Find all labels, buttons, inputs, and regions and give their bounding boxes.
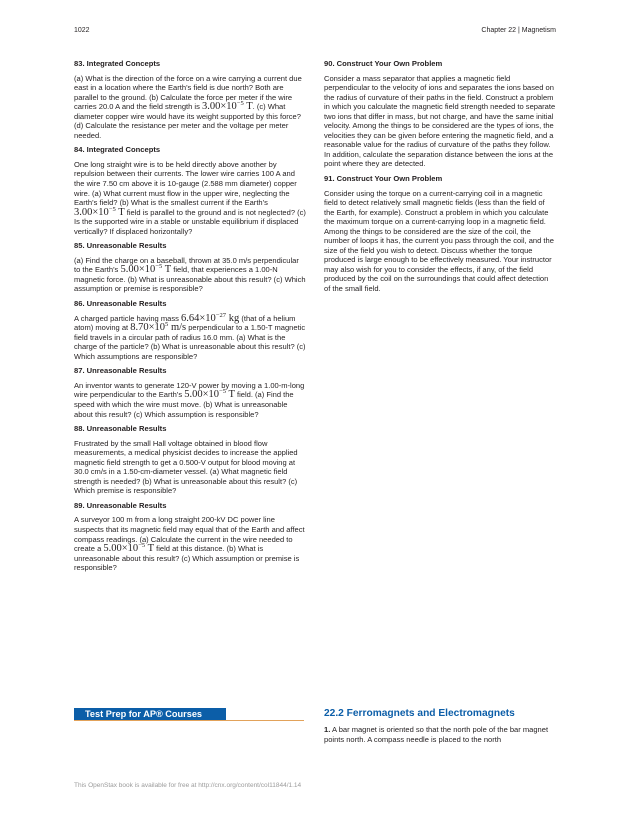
- exercise-title: 83. Integrated Concepts: [74, 59, 161, 68]
- exercise-title: 90. Construct Your Own Problem: [324, 59, 443, 68]
- math-expression: $3.00\times 10^{-5}$ T: [201, 100, 253, 113]
- exercise-86: [74, 299, 306, 361]
- exercise-85: [74, 241, 306, 294]
- question-text: 1. A bar magnet is oriented so that the north pole of the bar magnet points north. A compass needle is placed to the north: [324, 725, 549, 744]
- math-expression: $5.00\times 10^{-5}$ T: [184, 388, 235, 401]
- exercise-title: 84. Integrated Concepts: [74, 145, 161, 155]
- math-expression: $3.00\times 10^{-5}$ T: [74, 205, 125, 218]
- math-expression: $6.64\times 10^{-27}$ kg: [181, 311, 240, 324]
- math-expression: $5.00\times 10^{-5}$ T: [120, 263, 172, 276]
- left-column: [74, 59, 306, 578]
- question-number: 1.: [324, 725, 331, 734]
- exercise-text: Frustrated by the small Hall voltage obtained in blood flow measurements, a medical physicist decides to increase the applied magnetic field strength to get a 0.500-V output for blood moving at 30.0 cm/s in a 1.50-cm-diameter vessel. (a) What magnetic field strength is needed? (b) What is unreasonable about this result? (c) Which premise is responsible?: [74, 438, 298, 496]
- exercise-title: 91. Construct Your Own Problem: [324, 174, 443, 184]
- page-number: 1022: [74, 27, 90, 34]
- exercise-text: An inventor wants to generate 120-V power by moving a 1.00-m-long wire perpendicular to the Earth’s $5.00\times 10^{-5}$ T field. (a) Find the speed with which the wire must move. (b) What is unreasonable about this result? (c) Which assumption is responsible?: [74, 380, 305, 419]
- exercise-title: 88. Unreasonable Results: [74, 424, 167, 434]
- exercise-title: 89. Unreasonable Results: [74, 500, 167, 510]
- test-prep-label: Test Prep for AP® Courses: [74, 708, 226, 720]
- exercise-90: [324, 59, 556, 169]
- chapter-title: Chapter 22 | Magnetism: [481, 27, 556, 34]
- exercise-text: Consider using the torque on a current-carrying coil in a magnetic field to detect relatively small magnetic fields (less than the field of the Earth, for example). Construct a problem in which you calculate the maximum torque on a current-carrying loop in a magnetic field. Among the things to be considered are the size of the coil, the number of loops it has, the current you pass through the coil, and the size of the field you wish to detect. Discuss whether the torque produced is large enough to be effectively measured. Your instructor may also wish for you to consider the effects, if any, of the field produced by the coil on the surroundings that could affect detection of the small field.: [324, 188, 554, 294]
- exercise-84: [74, 145, 306, 236]
- test-prep-question-1: [324, 725, 556, 744]
- exercise-text: One long straight wire is to be held directly above another by repulsion between their currents. The lower wire carries 100 A and the wire 7.50 cm above it is 10-gauge (2.588 mm diameter) copper wire. (a) What current must flow in the upper wire, neglecting the Earth’s field? (b) What is the smallest current if the Earth’s $3.00\times 10^{-5}$ T field is parallel to the ground and is not neglected? (c) Is the supported wire in a stable or unstable equilibrium if displaced vertically? If displaced horizontally?: [74, 159, 306, 236]
- exercise-text: (a) Find the charge on a baseball, thrown at 35.0 m/s perpendicular to the Earth’s $5.00\times 10^{-5}$ T field, that experiences a 1.00-N magnetic force. (b) What is unreasonable about this result? (c) Which assumption or premise is responsible?: [74, 255, 306, 294]
- test-prep-banner: [74, 708, 304, 721]
- math-expression: $5.00\times 10^{-5}$ T: [103, 542, 155, 555]
- exercise-text: A surveyor 100 m from a long straight 200-kV DC power line suspects that its magnetic field may equal that of the Earth and affect compass readings. (a) Calculate the current in the wire needed to create a $5.00\times 10^{-5}$ T field at this distance. (b) What is unreasonable about this result? (c) Which assumption or premise is responsible?: [74, 515, 305, 573]
- page-footer: This OpenStax book is available for free at http://cnx.org/content/col11844/1.14: [74, 782, 302, 789]
- right-column: [324, 59, 556, 299]
- math-expression: $8.70\times 10^5$ m/s: [130, 321, 187, 334]
- exercise-89: [74, 501, 306, 573]
- exercise-91: [324, 174, 556, 294]
- exercise-83: [74, 59, 306, 140]
- exercise-title: 86. Unreasonable Results: [74, 299, 167, 309]
- exercise-title: 85. Unreasonable Results: [74, 241, 167, 251]
- page-header: [74, 27, 556, 39]
- exercise-87: [74, 366, 306, 419]
- exercise-title: 87. Unreasonable Results: [74, 366, 167, 376]
- exercise-text: (a) What is the direction of the force on a wire carrying a current due east in a location where the Earth’s field is due north? Both are parallel to the ground. (b) Calculate the force per meter if the wire carries 20.0 A and the field strength is $3.00\times 10^{-5}$ T. (c) What diameter copper wire would have its weight supported by this force? (d) Calculate the resistance per meter and the voltage per meter needed.: [74, 73, 302, 140]
- exercise-text: A charged particle having mass $6.64\times 10^{-27}$ kg (that of a helium atom) moving at $8.70\times 10^5$ m/s perpendicular to a 1.50-T magnetic field travels in a circular path of radius 16.0 mm. (a) What is the charge of the particle? (b) What is unreasonable about this result? (c) Which assumptions are responsible?: [74, 311, 306, 361]
- section-title: 22.2 Ferromagnets and Electromagnets: [324, 708, 515, 719]
- exercise-88: [74, 424, 306, 496]
- exercise-text: Consider a mass separator that applies a magnetic field perpendicular to the velocity of ions and separates the ions based on the radius of curvature of their paths in the field. Construct a problem in which you calculate the magnetic field strength needed to separate two ions that differ in mass, but not charge, and have the same initial velocity. Among the things to be considered are the types of ions, the velocities they can be given before entering the magnetic field, and a reasonable value for the radius of curvature of the paths they follow. In addition, calculate the separation distance between the ions at the point where they are detected.: [324, 73, 556, 169]
